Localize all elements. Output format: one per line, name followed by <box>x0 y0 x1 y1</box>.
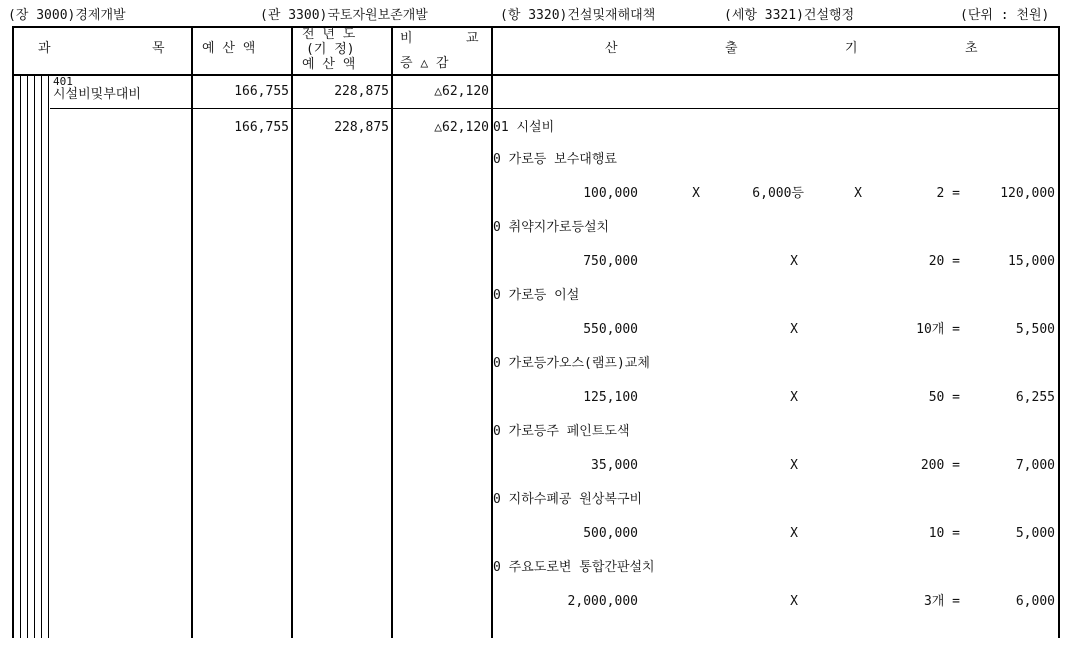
column-divider <box>491 26 493 638</box>
header-budget: 예 산 액 <box>202 41 256 56</box>
basis-unit-price: 2,000,000 <box>567 594 638 609</box>
header-basis-3: 기 <box>845 41 858 56</box>
basis-multiplier: 20 = <box>928 254 960 269</box>
basis-item-title: 0 가로등 보수대행료 <box>493 152 617 167</box>
basis-multiply-sign: X <box>790 458 798 473</box>
basis-total: 5,000 <box>1015 526 1055 541</box>
table-top-border <box>12 26 1060 28</box>
basis-unit-price: 35,000 <box>591 458 638 473</box>
column-divider <box>291 26 293 638</box>
header-compare-1a: 비 <box>400 31 413 46</box>
header-gwamok-1: 과 <box>38 41 51 56</box>
basis-multiplier: 10개 = <box>916 322 960 337</box>
basis-total: 15,000 <box>1008 254 1055 269</box>
basis-item-title: 0 취약지가로등설치 <box>493 220 610 235</box>
gwamok-guide-line <box>41 75 42 638</box>
basis-item-title: 0 가로등주 페인트도색 <box>493 424 630 439</box>
basis-item-title: 0 가로등가오스(램프)교체 <box>493 356 650 371</box>
basis-item-title: 0 지하수폐공 원상복구비 <box>493 492 643 507</box>
header-gwamok-2: 목 <box>152 41 165 56</box>
table-right-border <box>1058 26 1060 638</box>
header-prev-year-1: 전 년 도 <box>302 27 356 42</box>
subitem-label: (세항 3321)건설행정 <box>724 8 855 23</box>
basis-multiply-sign: X <box>692 186 700 201</box>
header-bottom-border <box>12 74 1060 76</box>
basis-multiplier: 200 = <box>920 458 960 473</box>
basis-unit-price: 500,000 <box>583 526 638 541</box>
row-401-name: 시설비및부대비 <box>53 87 141 102</box>
basis-total: 7,000 <box>1015 458 1055 473</box>
row-401-diff: △62,120 <box>434 84 489 99</box>
basis-multiply-sign: X <box>854 186 862 201</box>
basis-unit-price: 750,000 <box>583 254 638 269</box>
row-01-diff: △62,120 <box>434 120 489 135</box>
basis-unit-price: 125,100 <box>583 390 638 405</box>
header-prev-year-3: 예 산 액 <box>302 57 356 72</box>
basis-quantity: 6,000등 <box>752 186 804 201</box>
basis-multiply-sign: X <box>790 594 798 609</box>
row-401-budget: 166,755 <box>234 84 289 99</box>
row-401-bottom-border <box>50 108 1060 109</box>
basis-item-title: 0 가로등 이설 <box>493 288 580 303</box>
basis-multiplier: 2 = <box>936 186 960 201</box>
header-compare-2: 증 △ 감 <box>400 56 449 71</box>
basis-item-title: 0 주요도로변 통합간판설치 <box>493 560 655 575</box>
section-label: (관 3300)국토자원보존개발 <box>260 8 428 23</box>
row-401-prev: 228,875 <box>334 84 389 99</box>
row-401-code: 401 <box>53 75 73 88</box>
basis-multiply-sign: X <box>790 390 798 405</box>
basis-multiplier: 10 = <box>928 526 960 541</box>
gwamok-guide-line <box>34 75 35 638</box>
basis-total: 5,500 <box>1015 322 1055 337</box>
row-01-prev: 228,875 <box>334 120 389 135</box>
basis-multiply-sign: X <box>790 254 798 269</box>
basis-total: 6,000 <box>1015 594 1055 609</box>
header-basis-2: 출 <box>725 41 738 56</box>
header-basis-1: 산 <box>605 41 618 56</box>
row-01-label: 01 시설비 <box>493 120 555 135</box>
basis-multiply-sign: X <box>790 526 798 541</box>
gwamok-guide-line <box>20 75 21 638</box>
column-divider <box>191 26 193 638</box>
gwamok-guide-line <box>48 75 49 638</box>
basis-multiplier: 3개 = <box>923 594 960 609</box>
basis-multiplier: 50 = <box>928 390 960 405</box>
header-compare-1b: 교 <box>466 31 479 46</box>
basis-total: 120,000 <box>1000 186 1055 201</box>
header-prev-year-2: (기 정) <box>306 42 355 57</box>
column-divider <box>391 26 393 638</box>
basis-unit-price: 100,000 <box>583 186 638 201</box>
row-01-budget: 166,755 <box>234 120 289 135</box>
chapter-label: (장 3000)경제개발 <box>8 8 126 23</box>
table-left-border <box>12 26 14 638</box>
basis-total: 6,255 <box>1015 390 1055 405</box>
gwamok-guide-line <box>27 75 28 638</box>
unit-label: (단위 : 천원) <box>960 8 1050 23</box>
header-basis-4: 초 <box>965 41 978 56</box>
basis-unit-price: 550,000 <box>583 322 638 337</box>
item-label: (항 3320)건설및재해대책 <box>500 8 656 23</box>
basis-multiply-sign: X <box>790 322 798 337</box>
